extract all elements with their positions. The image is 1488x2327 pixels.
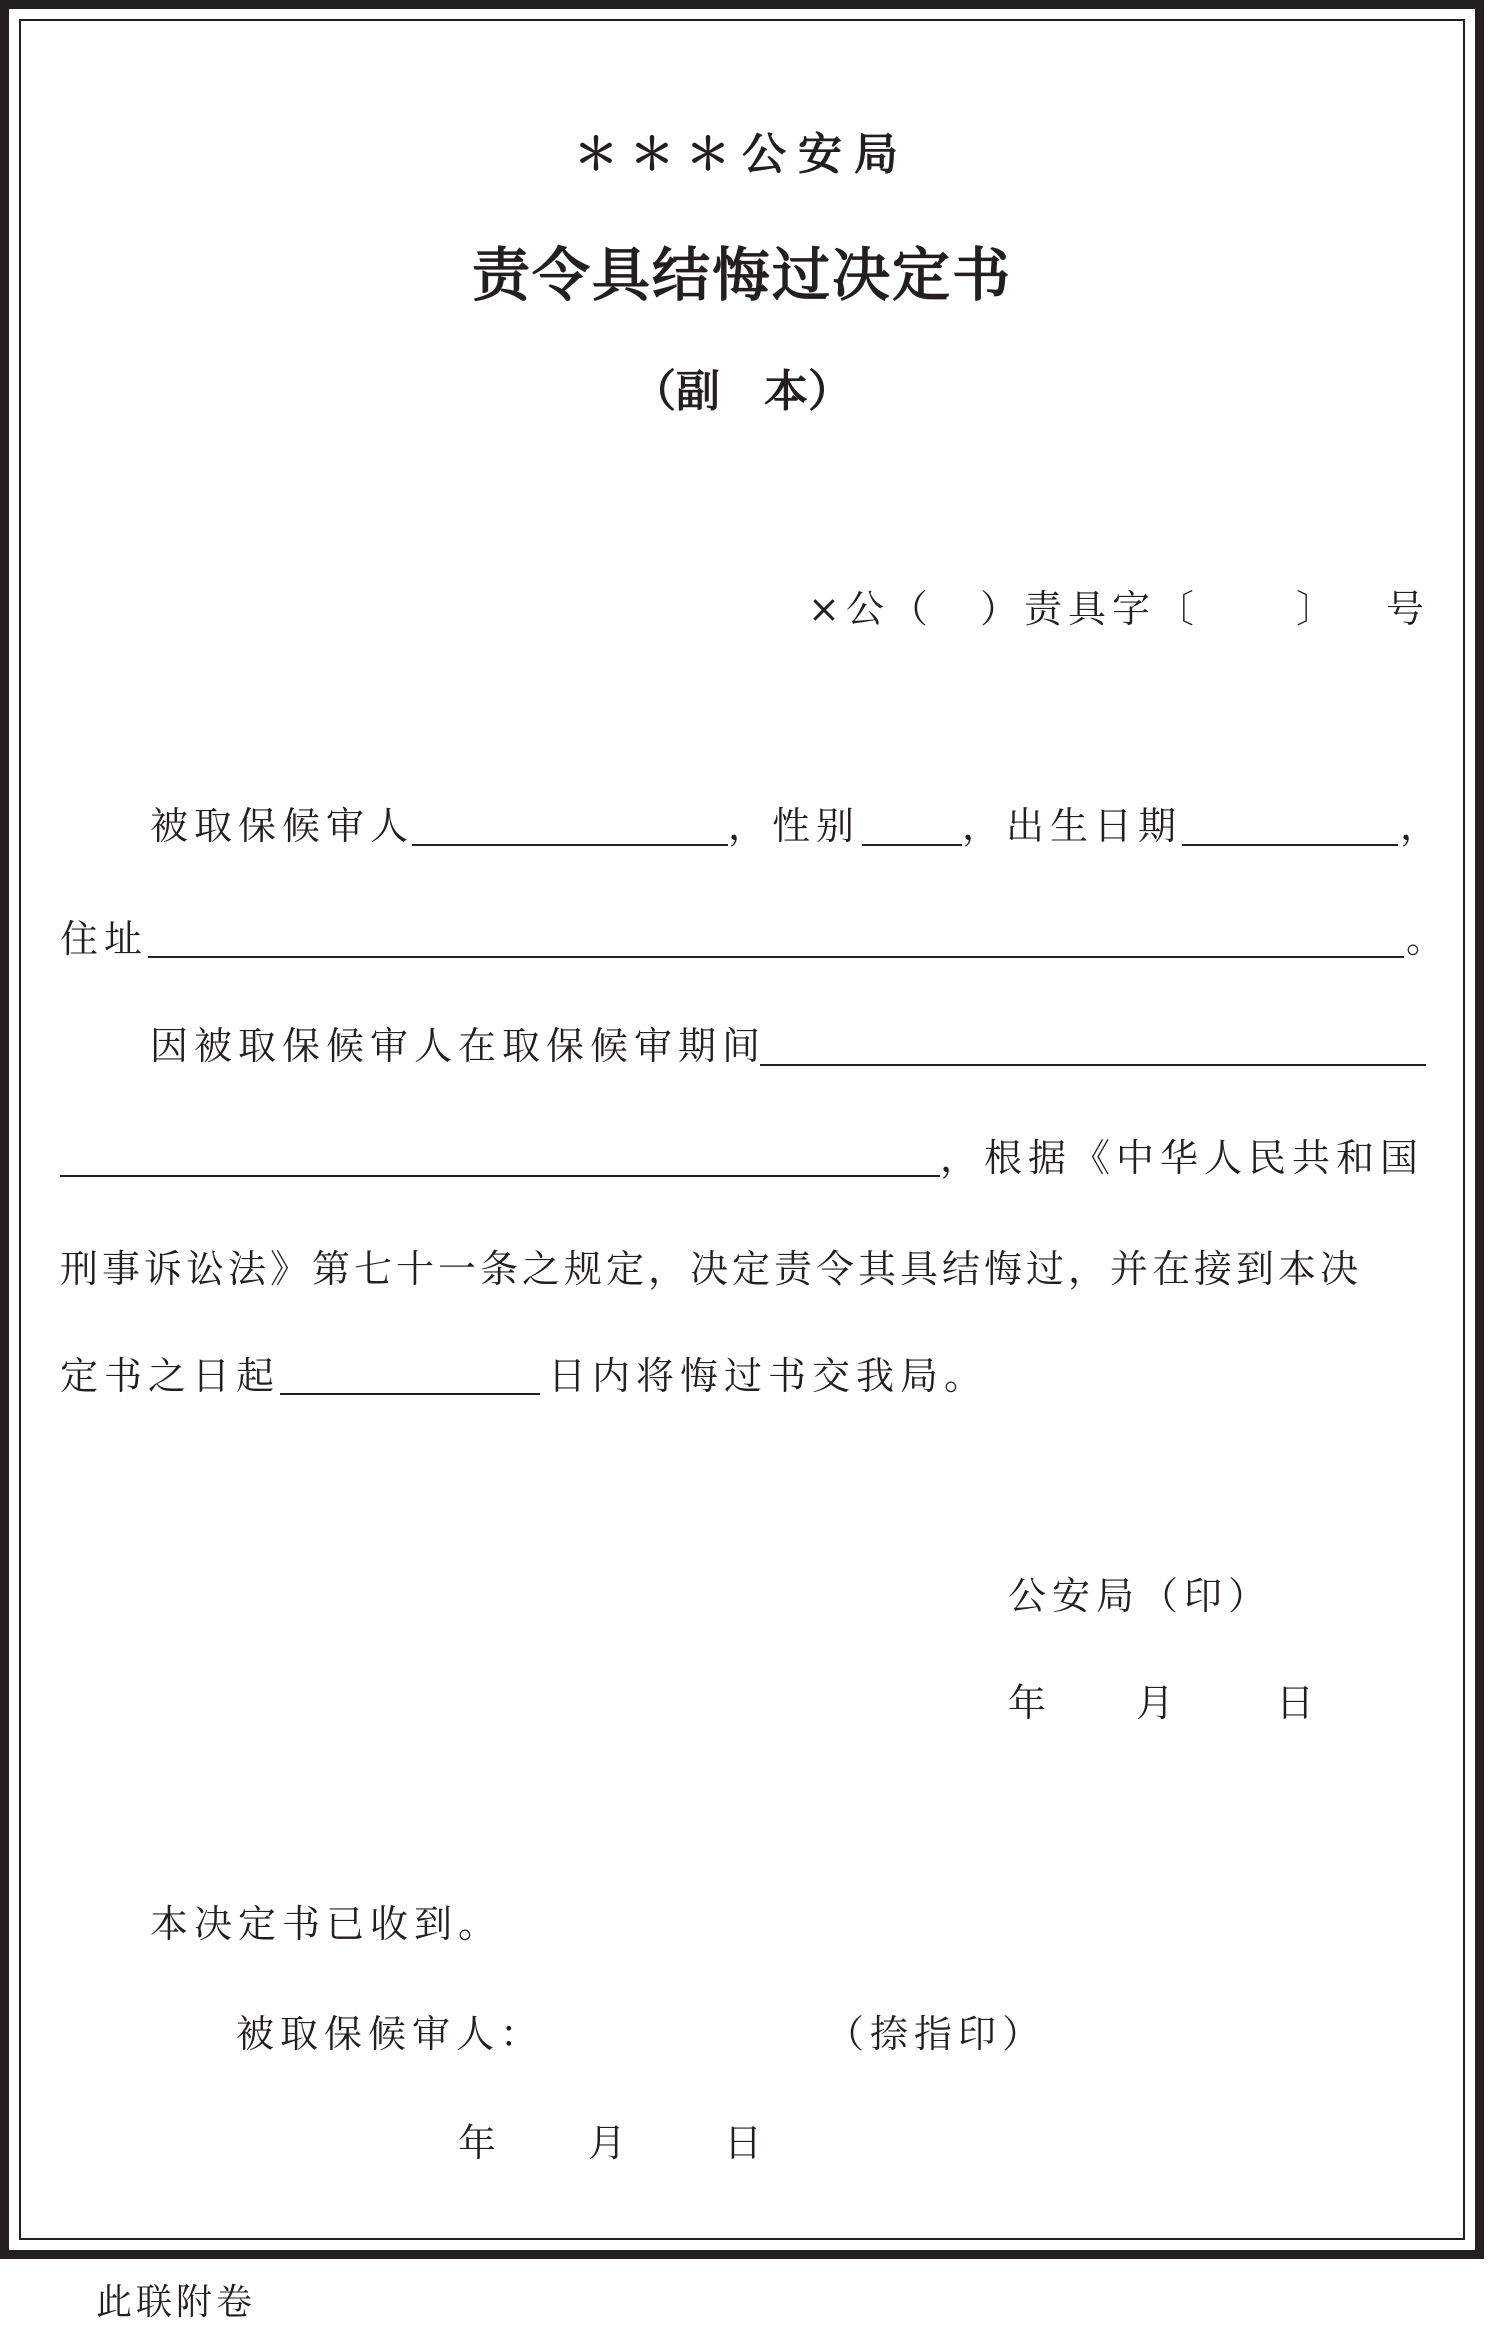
- guarantee-person-label: 被取保候审人: [150, 804, 415, 848]
- doc-number-close: 〕: [1296, 587, 1341, 631]
- receipt-confirmation: 本决定书已收到。: [150, 1902, 503, 1946]
- legal-basis-text: 刑事诉讼法》第七十一条之规定，决定责令其具结悔过，并在接到本决: [60, 1247, 1363, 1291]
- archive-note: 此联附卷: [96, 2282, 257, 2323]
- name-blank: [412, 844, 728, 846]
- birthdate-blank: [1182, 844, 1398, 846]
- receipt-month: 月: [588, 2121, 633, 2165]
- sign-year: 年: [1008, 1681, 1053, 1725]
- address-period: 。: [1406, 917, 1451, 961]
- deadline-label: 定书之日起: [60, 1354, 281, 1398]
- sign-day: 日: [1276, 1681, 1321, 1725]
- address-blank: [148, 956, 1404, 958]
- days-blank: [280, 1393, 540, 1395]
- line1-comma: ，: [1400, 804, 1445, 848]
- agency-seal: 公安局（印）: [1008, 1574, 1273, 1618]
- deadline-text: 日内将悔过书交我局。: [548, 1354, 989, 1398]
- document-title: 责令具结悔过决定书: [471, 241, 1012, 309]
- fingerprint-label: （捺指印）: [826, 2012, 1047, 2056]
- violation-intro: 因被取保候审人在取保候审期间: [150, 1024, 767, 1068]
- doc-number-prefix: ×公（: [808, 587, 934, 631]
- address-label: 住址: [60, 917, 149, 961]
- receipt-day: 日: [724, 2121, 769, 2165]
- gender-blank: [862, 844, 962, 846]
- sign-month: 月: [1136, 1681, 1181, 1725]
- receipt-year: 年: [458, 2121, 503, 2165]
- agency-name: ＊＊＊公安局: [574, 129, 910, 180]
- gender-label: ，性别: [728, 804, 861, 848]
- birthdate-label: ，出生日期: [962, 804, 1183, 848]
- violation-blank-2: [60, 1175, 940, 1177]
- receipt-person-label: 被取保候审人：: [236, 2012, 545, 2056]
- doc-number-mid: ）责具字〔: [980, 587, 1201, 631]
- doc-number-suffix: 号: [1386, 587, 1431, 631]
- legal-basis-start: ，根据《中华人民共和国: [940, 1136, 1425, 1180]
- violation-blank-1: [760, 1064, 1426, 1066]
- copy-label: （副 本）: [632, 366, 852, 417]
